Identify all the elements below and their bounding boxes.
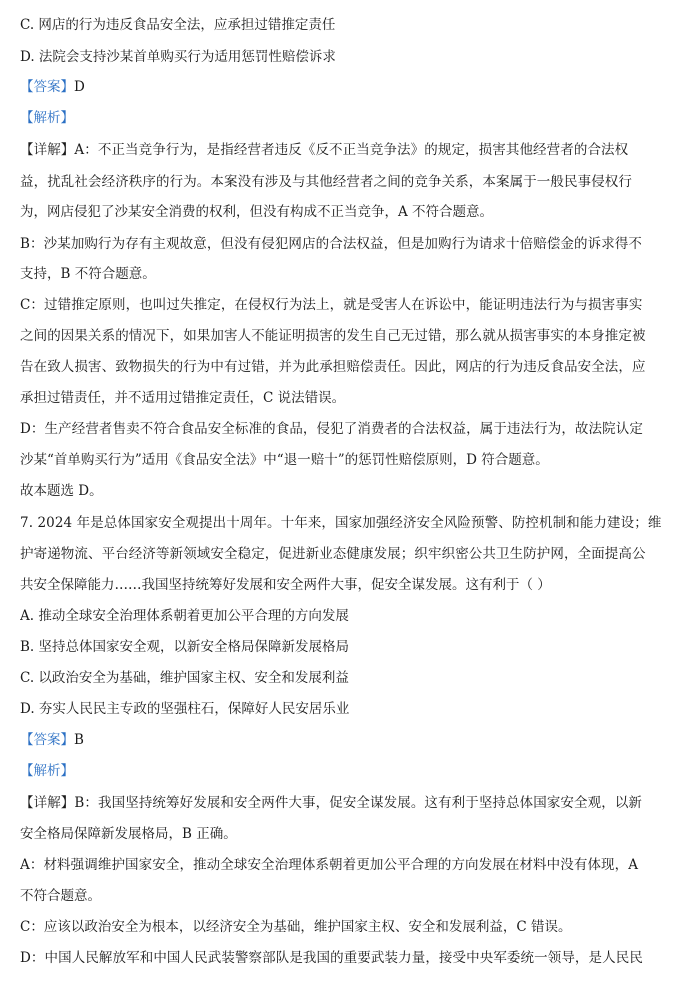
detail-line: 不符合题意。 [20,888,101,904]
analysis-tag: 【解析】 [20,110,74,126]
option-d-line: D. 法院会支持沙某首单购买行为适用惩罚性赔偿诉求 [20,49,336,65]
option-c-line: C. 网店的行为违反食品安全法，应承担过错推定责任 [20,17,336,33]
option-b-line: B. 坚持总体国家安全观，以新安全格局保障新发展格局 [20,639,350,655]
detail-tag: 【详解】 [20,142,75,158]
detail-line: B：沙某加购行为存有主观故意，但没有侵犯网店的合法权益，但是加购行为请求十倍赔偿金的诉求得不 [20,236,643,252]
detail-text: A：不正当竞争行为，是指经营者违反《反不正当竞争法》的规定，损害其他经营者的合法权 [74,142,629,158]
answer-value: B [74,732,84,748]
detail-line: D：中国人民解放军和中国人民武装警察部队是我国的重要武装力量，接受中央军委统一领导，是人民民 [20,950,643,966]
detail-line: 支持，B 不符合题意。 [20,266,156,282]
detail-line: 益，扰乱社会经济秩序的行为。本案没有涉及与其他经营者之间的竞争关系，本案属于一般民事侵权行 [20,174,632,190]
detail-tag: 【详解】 [20,795,75,811]
option-d-line: D. 夯实人民民主专政的坚强柱石，保障好人民安居乐业 [20,701,350,717]
detail-line: 安全格局保障新发展格局，B 正确。 [20,826,237,842]
detail-line: C：过错推定原则，也叫过失推定，在侵权行为法上，就是受害人在诉讼中，能证明违法行为与损害事实 [20,297,643,313]
detail-line: D：生产经营者售卖不符合食品安全标准的食品，侵犯了消费者的合法权益，属于违法行为，故法院认定 [20,421,643,437]
answer-value: D [74,79,85,95]
detail-line: A：材料强调维护国家安全，推动全球安全治理体系朝着更加公平合理的方向发展在材料中没有体现，A [20,857,639,873]
detail-line: 告在致人损害、致物损失的行为中有过错，并为此承担赔偿责任。因此，网店的行为违反食品安全法，应 [20,359,646,375]
detail-line: 之间的因果关系的情况下，如果加害人不能证明损害的发生自己无过错，那么就从损害事实的本身推定被 [20,328,646,344]
answer-line [20,731,670,749]
answer-line [20,78,670,96]
option-a-line: A. 推动全球安全治理体系朝着更加公平合理的方向发展 [20,608,349,624]
detail-line: 为，网店侵犯了沙某安全消费的权利，但没有构成不正当竞争，A 不符合题意。 [20,204,494,220]
detail-line: 承担过错责任，并不适用过错推定责任，C 说法错误。 [20,390,346,406]
detail-line [20,141,670,159]
answer-tag: 【答案】 [20,79,74,95]
question-stem-line: 共安全保障能力……我国坚持统筹好发展和安全两件大事，促安全谋发展。这有利于（ ） [20,577,551,593]
detail-line: C：应该以政治安全为根本，以经济安全为基础，维护国家主权、安全和发展利益，C 错误。 [20,919,572,935]
detail-text: B：我国坚持统筹好发展和安全两件大事，促安全谋发展。这有利于坚持总体国家安全观，以新 [74,795,643,811]
conclusion-line: 故本题选 D。 [20,483,103,499]
answer-tag: 【答案】 [20,732,74,748]
analysis-tag: 【解析】 [20,763,74,779]
question-stem-line: 护寄递物流、平台经济等新领域安全稳定，促进新业态健康发展；织牢织密公共卫生防护网，全面提高公 [20,546,646,562]
option-c-line: C. 以政治安全为基础，维护国家主权、安全和发展利益 [20,670,349,686]
detail-line: 沙某“首单购买行为”适用《食品安全法》中“退一赔十”的惩罚性赔偿原则，D 符合题意。 [20,452,549,468]
detail-line [20,794,670,812]
question-stem-line: 7. 2024 年是总体国家安全观提出十周年。十年来，国家加强经济安全风险预警、防控机制和能力建设；维 [20,515,662,531]
